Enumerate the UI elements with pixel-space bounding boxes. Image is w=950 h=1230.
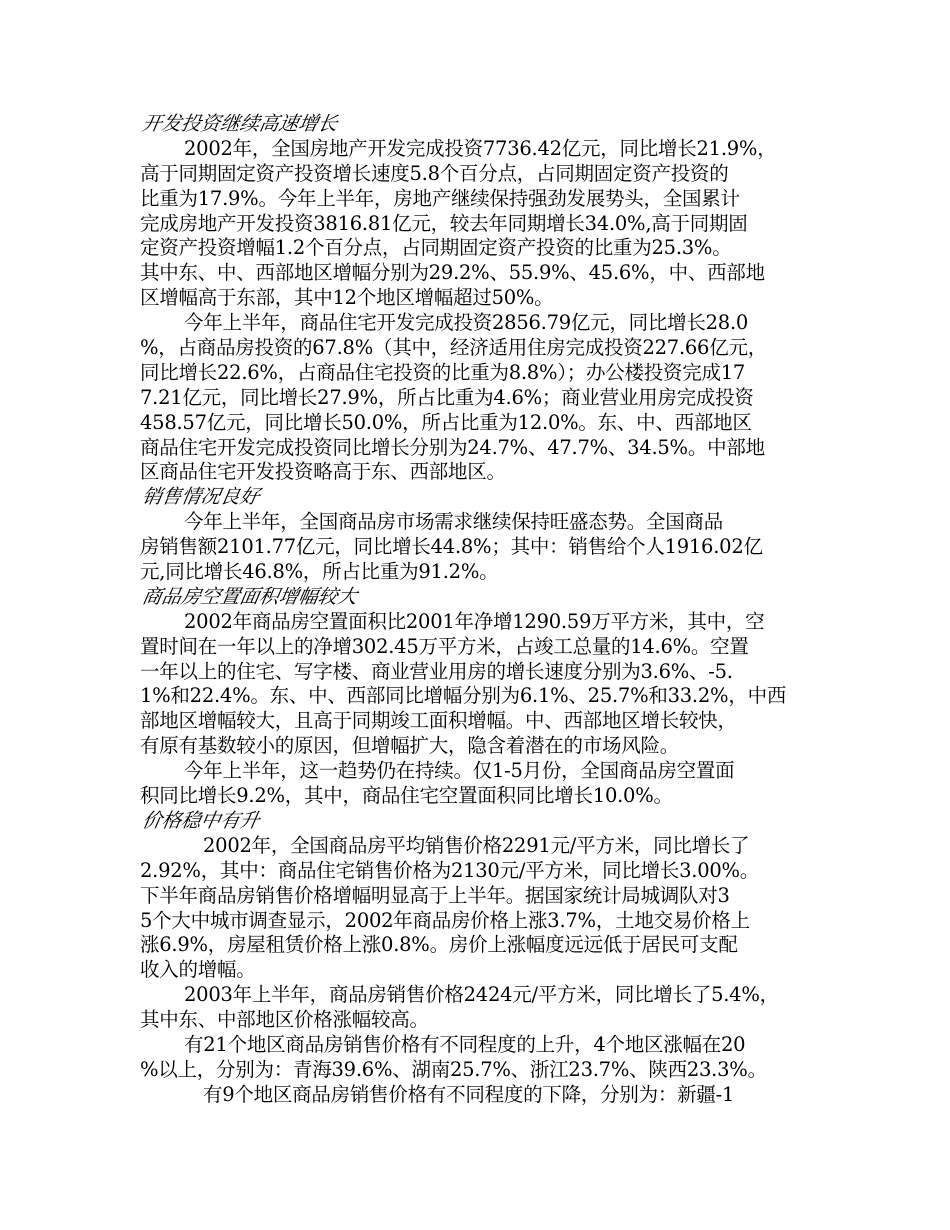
text-line: %，占商品房投资的67.8%（其中，经济适用住房完成投资227.66亿元， bbox=[140, 336, 767, 360]
section-heading-price: 价格稳中有升 bbox=[140, 808, 262, 832]
text-line: 有原有基数较小的原因，但增幅扩大，隐含着潜在的市场风险。 bbox=[140, 734, 680, 758]
paragraph-price-4 bbox=[140, 1083, 805, 1108]
text-line: 7.21亿元，同比增长27.9%，所占比重为4.6%；商业营业用房完成投资 bbox=[140, 385, 754, 409]
text-line: 比重为17.9%。今年上半年，房地产继续保持强劲发展势头，全国累计 bbox=[140, 186, 740, 210]
text-line: 2002年，全国房地产开发完成投资7736.42亿元，同比增长21.9%， bbox=[184, 136, 777, 160]
text-line: 458.57亿元，同比增长50.0%，所占比重为12.0%。东、中、西部地区 bbox=[140, 410, 752, 434]
paragraph-vacancy-1 bbox=[140, 610, 805, 759]
text-line: 涨6.9%，房屋租赁价格上涨0.8%。房价上涨幅度远远低于居民可支配 bbox=[140, 933, 738, 957]
text-line: 商品住宅开发完成投资同比增长分别为24.7%、47.7%、34.5%。中部地 bbox=[140, 435, 765, 459]
text-line: 2002年商品房空置面积比2001年净增1290.59万平方米，其中，空 bbox=[184, 609, 765, 633]
text-line: 2002年，全国商品房平均销售价格2291元/平方米，同比增长了 bbox=[203, 833, 750, 857]
text-line: 有9个地区商品房销售价格有不同程度的下降，分别为：新疆-1 bbox=[203, 1082, 735, 1106]
paragraph-price-3 bbox=[140, 1033, 805, 1083]
document-page bbox=[140, 112, 805, 1108]
text-line: 一年以上的住宅、写字楼、商业营业用房的增长速度分别为3.6%、-5. bbox=[140, 659, 733, 683]
section-heading-investment: 开发投资继续高速增长 bbox=[140, 112, 340, 135]
text-line: 同比增长22.6%，占商品住宅投资的比重为8.8%）；办公楼投资完成17 bbox=[140, 360, 746, 384]
text-line: 2003年上半年，商品房销售价格2424元/平方米，同比增长了5.4%， bbox=[184, 983, 779, 1007]
text-line: 其中东、中、西部地区增幅分别为29.2%、55.9%、45.6%，中、西部地 bbox=[140, 261, 765, 285]
text-line: 收入的增幅。 bbox=[140, 958, 256, 982]
text-line: 完成房地产开发投资3816.81亿元，较去年同期增长34.0%,高于同期固 bbox=[140, 211, 748, 235]
paragraph-price-1 bbox=[140, 834, 805, 983]
text-line: 今年上半年，这一趋势仍在持续。仅1-5月份，全国商品房空置面 bbox=[184, 759, 735, 783]
text-line: 部地区增幅较大，且高于同期竣工面积增幅。中、西部地区增长较快， bbox=[140, 709, 737, 733]
text-line: 区商品住宅开发投资略高于东、西部地区。 bbox=[140, 460, 506, 484]
paragraph-investment-1 bbox=[140, 137, 805, 311]
text-line: 5个大中城市调查显示，2002年商品房价格上涨3.7%，土地交易价格上 bbox=[140, 908, 750, 932]
text-line: 元,同比增长46.8%，所占比重为91.2%。 bbox=[140, 560, 499, 584]
section-heading-sales: 销售情况良好 bbox=[140, 485, 262, 509]
text-line: 高于同期固定资产投资增长速度5.8个百分点，占同期固定资产投资的 bbox=[140, 161, 729, 185]
text-line: 2.92%，其中：商品住宅销售价格为2130元/平方米，同比增长3.00%。 bbox=[140, 858, 760, 882]
text-line: 有21个地区商品房销售价格有不同程度的上升，4个地区涨幅在20 bbox=[184, 1032, 746, 1056]
section-heading-vacancy: 商品房空置面积增幅较大 bbox=[140, 584, 359, 608]
text-line: %以上，分别为：青海39.6%、湖南25.7%、浙江23.7%、陕西23.3%。 bbox=[140, 1057, 767, 1081]
paragraph-price-2 bbox=[140, 983, 805, 1033]
text-line: 今年上半年，全国商品房市场需求继续保持旺盛态势。全国商品 bbox=[184, 510, 724, 534]
text-line: 区增幅高于东部，其中12个地区增幅超过50%。 bbox=[140, 286, 554, 310]
paragraph-sales-1 bbox=[140, 510, 805, 585]
text-line: 1%和22.4%。东、中、西部同比增幅分别为6.1%、25.7%和33.2%，中西 bbox=[140, 684, 787, 708]
text-line: 房销售额2101.77亿元，同比增长44.8%；其中：销售给个人1916.02亿 bbox=[140, 535, 763, 559]
text-line: 定资产投资增幅1.2个百分点，占同期固定资产投资的比重为25.3%。 bbox=[140, 236, 732, 260]
text-line: 其中东、中部地区价格涨幅较高。 bbox=[140, 1008, 429, 1032]
paragraph-vacancy-2 bbox=[140, 759, 805, 809]
text-line: 积同比增长9.2%，其中，商品住宅空置面积同比增长10.0%。 bbox=[140, 784, 673, 808]
text-line: 下半年商品房销售价格增幅明显高于上半年。据国家统计局城调队对3 bbox=[140, 883, 730, 907]
text-line: 今年上半年，商品住宅开发完成投资2856.79亿元，同比增长28.0 bbox=[184, 311, 749, 335]
paragraph-investment-2 bbox=[140, 311, 805, 485]
text-line: 置时间在一年以上的净增302.45万平方米，占竣工总量的14.6%。空置 bbox=[140, 634, 749, 658]
